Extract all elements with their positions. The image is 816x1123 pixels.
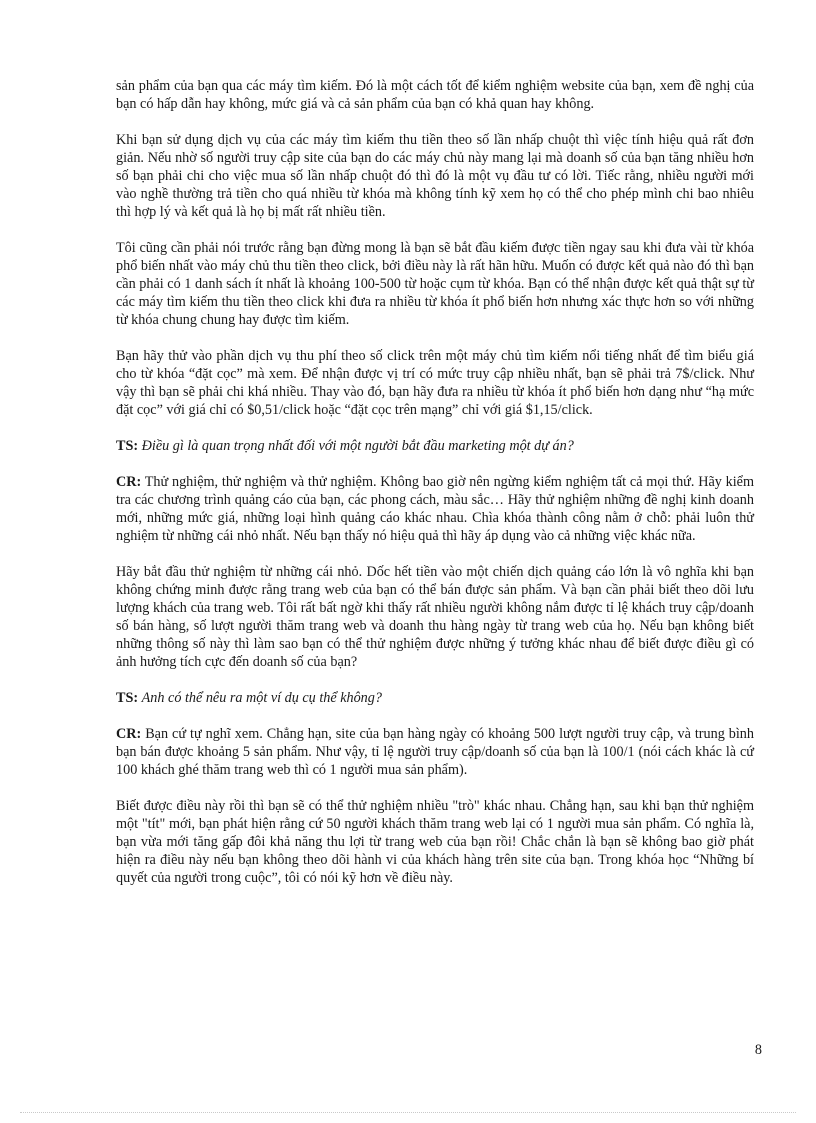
document-body — [116, 77, 754, 887]
paragraph-1-text: sản phẩm của bạn qua các máy tìm kiếm. Đó là một cách tốt để kiểm nghiệm website của bạn, xem đề nghị của bạn có hấp dẫn hay không, mức giá và cả sản phẩm của bạn có khả quan hay không. — [116, 78, 754, 112]
interview-question-1 — [116, 437, 754, 455]
question-text: Anh có thể nêu ra một ví dụ cụ thể không? — [141, 690, 382, 706]
paragraph-4 — [116, 347, 754, 419]
speaker-label-cr: CR: — [116, 726, 142, 742]
interview-answer-1 — [116, 473, 754, 545]
speaker-label-cr: CR: — [116, 474, 142, 490]
interview-answer-2 — [116, 725, 754, 779]
paragraph-10 — [116, 797, 754, 887]
interview-question-2 — [116, 689, 754, 707]
question-text: Điều gì là quan trọng nhất đối với một người bắt đầu marketing một dự án? — [141, 438, 574, 454]
page-number: 8 — [754, 1042, 762, 1058]
answer-text: Thử nghiệm, thử nghiệm và thử nghiệm. Không bao giờ nên ngừng kiểm nghiệm tất cả mọi thứ. Hãy kiểm tra các chương trình quảng cáo của bạn, các phong cách, màu sắc… Hãy thử nghiệm những đề nghị kinh doanh mới, những mức giá, những loại hình quảng cáo khác nhau. Chìa khóa thành công nằm ở chỗ: phải luôn thử nghiệm từ những cái nhỏ nhất. Nếu bạn thấy nó hiệu quả thì hãy áp dụng vào cả những việc khác nữa. — [116, 474, 754, 544]
paragraph-1 — [116, 77, 754, 113]
answer-text: Bạn cứ tự nghĩ xem. Chẳng hạn, site của bạn hàng ngày có khoảng 500 lượt người truy cập, và trung bình bạn bán được khoảng 5 sản phẩm. Như vậy, tỉ lệ người truy cập/doanh số của bạn là 100/1 (nói cách khác là cứ 100 khách ghé thăm trang web thì có 1 người mua sản phẩm). — [116, 726, 754, 778]
paragraph-3 — [116, 239, 754, 329]
page-bottom-divider — [20, 1112, 796, 1113]
paragraph-2 — [116, 131, 754, 221]
paragraph-4-text: Bạn hãy thử vào phần dịch vụ thu phí theo số click trên một máy chủ tìm kiếm nổi tiếng nhất để tìm biểu giá cho từ khóa “đặt cọc” mà xem. Để nhận được vị trí có mức truy cập nhiều nhất, bạn sẽ phải trả 7$/click. Như vậy thì bạn sẽ phải chi khá nhiều. Thay vào đó, bạn hãy đưa ra nhiều từ khóa ít phổ biến hơn dạng như “hạ mức đặt cọc” với giá chỉ có $0,51/click hoặc “đặt cọc trên mạng” chỉ với giá $1,15/click. — [116, 348, 754, 418]
paragraph-7 — [116, 563, 754, 671]
paragraph-3-text: Tôi cũng cần phải nói trước rằng bạn đừng mong là bạn sẽ bắt đầu kiếm được tiền ngay sau khi đưa vài từ khóa phổ biến nhất vào máy chủ thu tiền theo click, bởi điều này là rất hãn hữu. Muốn có được kết quả nào đó thì bạn cần phải có 1 danh sách ít nhất là khoảng 100-500 từ hoặc cụm từ khóa. Bạn có thể nhận được kết quả thật sự từ các máy tìm kiếm thu tiền theo click khi đưa ra nhiều từ khóa ít phổ biến hơn nhưng xác thực hơn so với những từ khóa chung chung hay được tìm kiếm. — [116, 240, 754, 328]
paragraph-2-text: Khi bạn sử dụng dịch vụ của các máy tìm kiếm thu tiền theo số lần nhấp chuột thì việc tính hiệu quả rất đơn giản. Nếu nhờ số người truy cập site của bạn do các máy chủ này mang lại mà doanh số của bạn tăng nhiều hơn số bạn phải chi cho việc mua số lần nhấp chuột đó thì đó là một vụ đầu tư có lời. Tiếc rằng, nhiều người mới vào nghề thường trả tiền cho quá nhiều từ khóa mà không tính kỹ xem họ có thể cho phép mình chi bao nhiêu thì hợp lý và kết quả là họ bị mất rất nhiều tiền. — [116, 132, 754, 220]
paragraph-10-text: Biết được điều này rồi thì bạn sẽ có thể thử nghiệm nhiều "trò" khác nhau. Chẳng hạn, sau khi bạn thử nghiệm một "tít" mới, bạn phát hiện rằng cứ 50 người khách thăm trang web lại có 1 người mua sản phẩm. Có nghĩa là, bạn vừa mới tăng gấp đôi khả năng thu lợi từ trang web của bạn rồi! Chắc chắn là bạn sẽ không bao giờ phát hiện ra điều này nếu bạn không theo dõi hành vi của khách hàng trên site của bạn. Trong khóa học “Những bí quyết của người trong cuộc”, tôi có nói kỹ hơn về điều này. — [116, 798, 754, 886]
speaker-label-ts: TS: — [116, 438, 139, 454]
speaker-label-ts: TS: — [116, 690, 139, 706]
paragraph-7-text: Hãy bắt đầu thử nghiệm từ những cái nhỏ. Dốc hết tiền vào một chiến dịch quảng cáo lớn là vô nghĩa khi bạn không chứng minh được rằng trang web của bạn có thể bán được sản phẩm. Và bạn cần phải biết theo dõi lưu lượng khách của trang web. Tôi rất bất ngờ khi thấy rất nhiều người không nắm được tỉ lệ khách truy cập/doanh số bán hàng, số lượt người thăm trang web và doanh thu hàng ngày từ trang web của họ. Nếu bạn không biết những thông số này thì làm sao bạn có thể thử nghiệm được những ý tưởng khác nhau để biết được điều gì có ảnh hưởng tích cực đến doanh số của bạn? — [116, 564, 754, 670]
